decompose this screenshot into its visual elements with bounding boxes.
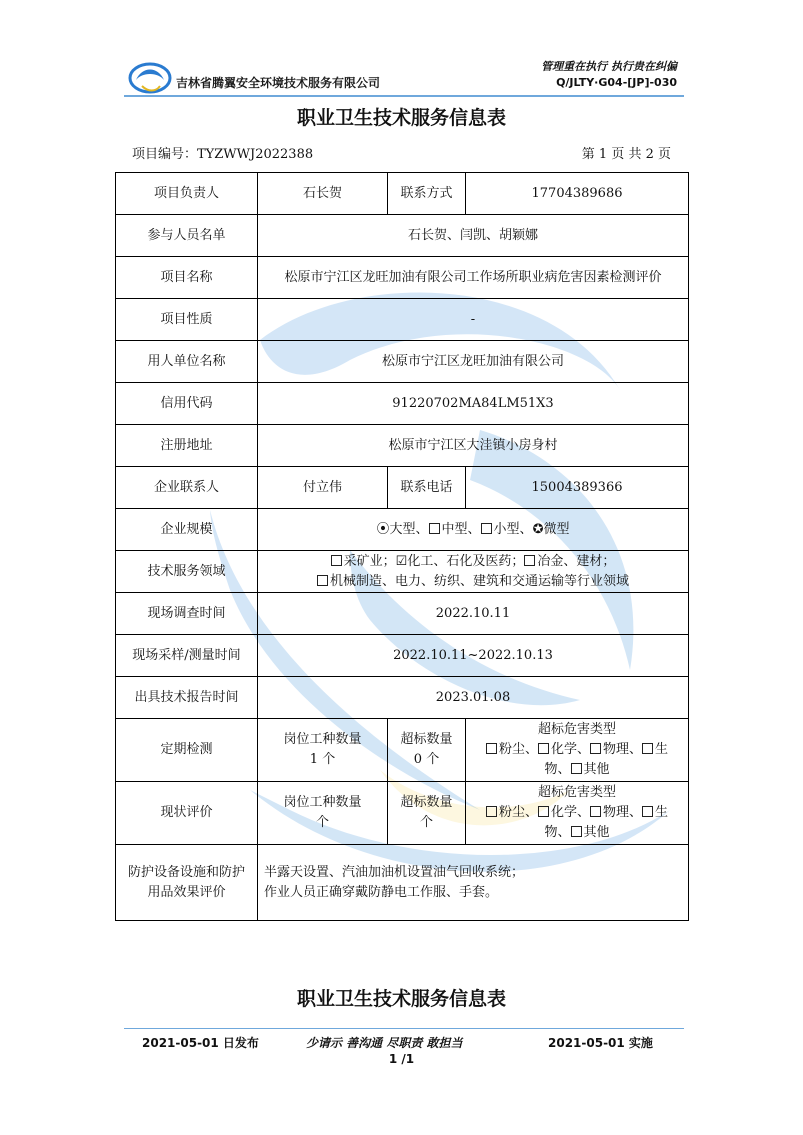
header-divider — [124, 95, 684, 97]
table-row — [116, 635, 689, 677]
nature-label: 项目性质 — [116, 299, 258, 341]
table-row — [116, 467, 689, 509]
effective-date: 2021-05-01 实施 — [548, 1036, 653, 1050]
nature-value: - — [258, 299, 689, 341]
checkbox-empty-icon — [571, 763, 582, 774]
enterprise-contact-value: 付立伟 — [258, 467, 388, 509]
members-value: 石长贺、闫凯、胡颖娜 — [258, 215, 689, 257]
table-row — [116, 551, 689, 593]
page-title: 职业卫生技术服务信息表 — [296, 107, 506, 129]
table-row — [116, 215, 689, 257]
enterprise-phone-value: 15004389366 — [466, 467, 689, 509]
footer-slogan: 少请示 善沟通 尽职责 敢担当 — [306, 1036, 463, 1050]
table-row — [116, 341, 689, 383]
project-name-value: 松原市宁江区龙旺加油有限公司工作场所职业病危害因素检测评价 — [258, 257, 689, 299]
table-row — [116, 509, 689, 551]
checkbox-empty-icon — [481, 523, 492, 534]
contact-label: 联系方式 — [388, 173, 466, 215]
footer-divider — [124, 1028, 684, 1029]
employer-label: 用人单位名称 — [116, 341, 258, 383]
issue-date: 2021-05-01 日发布 — [142, 1036, 259, 1050]
checkbox-empty-icon — [642, 806, 653, 817]
report-time-value: 2023.01.08 — [258, 677, 689, 719]
checkbox-empty-icon — [590, 743, 601, 754]
current-posts: 岗位工种数量 个 — [258, 782, 388, 845]
page-indicator: 第 1 页 共 2 页 — [581, 147, 671, 162]
current-hazard-types: 超标危害类型 粉尘、 化学、 物理、 生 物、 其他 — [466, 782, 689, 845]
protection-eval-label: 防护设备设施和防护 用品效果评价 — [116, 845, 258, 921]
gear-radio-icon: ✪ — [532, 521, 544, 537]
scale-label: 企业规模 — [116, 509, 258, 551]
credit-code-value: 91220702MA84LM51X3 — [258, 383, 689, 425]
checkbox-empty-icon — [590, 806, 601, 817]
periodic-hazard-types: 超标危害类型 粉尘、 化学、 物理、 生 物、 其他 — [466, 719, 689, 782]
lead-value: 石长贺 — [258, 173, 388, 215]
current-exceed: 超标数量 个 — [388, 782, 466, 845]
info-table — [115, 172, 689, 921]
table-row — [116, 719, 689, 782]
report-time-label: 出具技术报告时间 — [116, 677, 258, 719]
employer-value: 松原市宁江区龙旺加油有限公司 — [258, 341, 689, 383]
checkbox-empty-icon — [642, 743, 653, 754]
current-eval-label: 现状评价 — [116, 782, 258, 845]
checkbox-empty-icon — [429, 523, 440, 534]
survey-time-value: 2022.10.11 — [258, 593, 689, 635]
footer-title: 职业卫生技术服务信息表 — [296, 988, 506, 1010]
radio-selected-icon: ⦿ — [376, 521, 390, 537]
checkbox-empty-icon — [538, 806, 549, 817]
sampling-time-label: 现场采样/测量时间 — [116, 635, 258, 677]
checkbox-empty-icon — [524, 555, 535, 566]
project-name-label: 项目名称 — [116, 257, 258, 299]
checkbox-empty-icon — [317, 575, 328, 586]
table-row — [116, 299, 689, 341]
checkbox-empty-icon — [571, 826, 582, 837]
checkbox-empty-icon — [486, 806, 497, 817]
scale-options: ⦿大型、 中型、 小型、✪微型 — [258, 509, 689, 551]
checkbox-checked-icon: ☑ — [395, 553, 408, 569]
periodic-exceed: 超标数量 0 个 — [388, 719, 466, 782]
sampling-time-value: 2022.10.11~2022.10.13 — [258, 635, 689, 677]
address-label: 注册地址 — [116, 425, 258, 467]
enterprise-contact-label: 企业联系人 — [116, 467, 258, 509]
company-logo — [128, 56, 172, 96]
header-slogan: 管理重在执行 执行贵在纠偏 — [541, 60, 677, 73]
document-code: Q/JLTY·G04-[JP]-030 — [556, 76, 677, 89]
domain-options: 采矿业；☑化工、石化及医药； 冶金、建材； 机械制造、电力、纺织、建筑和交通运输等行业领域 — [258, 551, 689, 593]
protection-eval-value: 半露天设置、汽油加油机设置油气回收系统； 作业人员正确穿戴防静电工作服、手套。 — [258, 845, 689, 921]
survey-time-label: 现场调查时间 — [116, 593, 258, 635]
table-row — [116, 257, 689, 299]
checkbox-empty-icon — [486, 743, 497, 754]
contact-value: 17704389686 — [466, 173, 689, 215]
table-row — [116, 593, 689, 635]
table-row — [116, 425, 689, 467]
lead-label: 项目负责人 — [116, 173, 258, 215]
enterprise-phone-label: 联系电话 — [388, 467, 466, 509]
periodic-label: 定期检测 — [116, 719, 258, 782]
table-row — [116, 173, 689, 215]
table-row — [116, 677, 689, 719]
members-label: 参与人员名单 — [116, 215, 258, 257]
table-row — [116, 845, 689, 921]
periodic-posts: 岗位工种数量 1 个 — [258, 719, 388, 782]
page-number: 1 /1 — [388, 1052, 415, 1066]
project-number: 项目编号：TYZWWJ2022388 — [132, 147, 314, 162]
checkbox-empty-icon — [538, 743, 549, 754]
domain-label: 技术服务领域 — [116, 551, 258, 593]
table-row — [116, 782, 689, 845]
company-name: 吉林省腾翼安全环境技术服务有限公司 — [176, 76, 381, 90]
credit-code-label: 信用代码 — [116, 383, 258, 425]
checkbox-empty-icon — [331, 555, 342, 566]
table-row — [116, 383, 689, 425]
address-value: 松原市宁江区大洼镇小房身村 — [258, 425, 689, 467]
